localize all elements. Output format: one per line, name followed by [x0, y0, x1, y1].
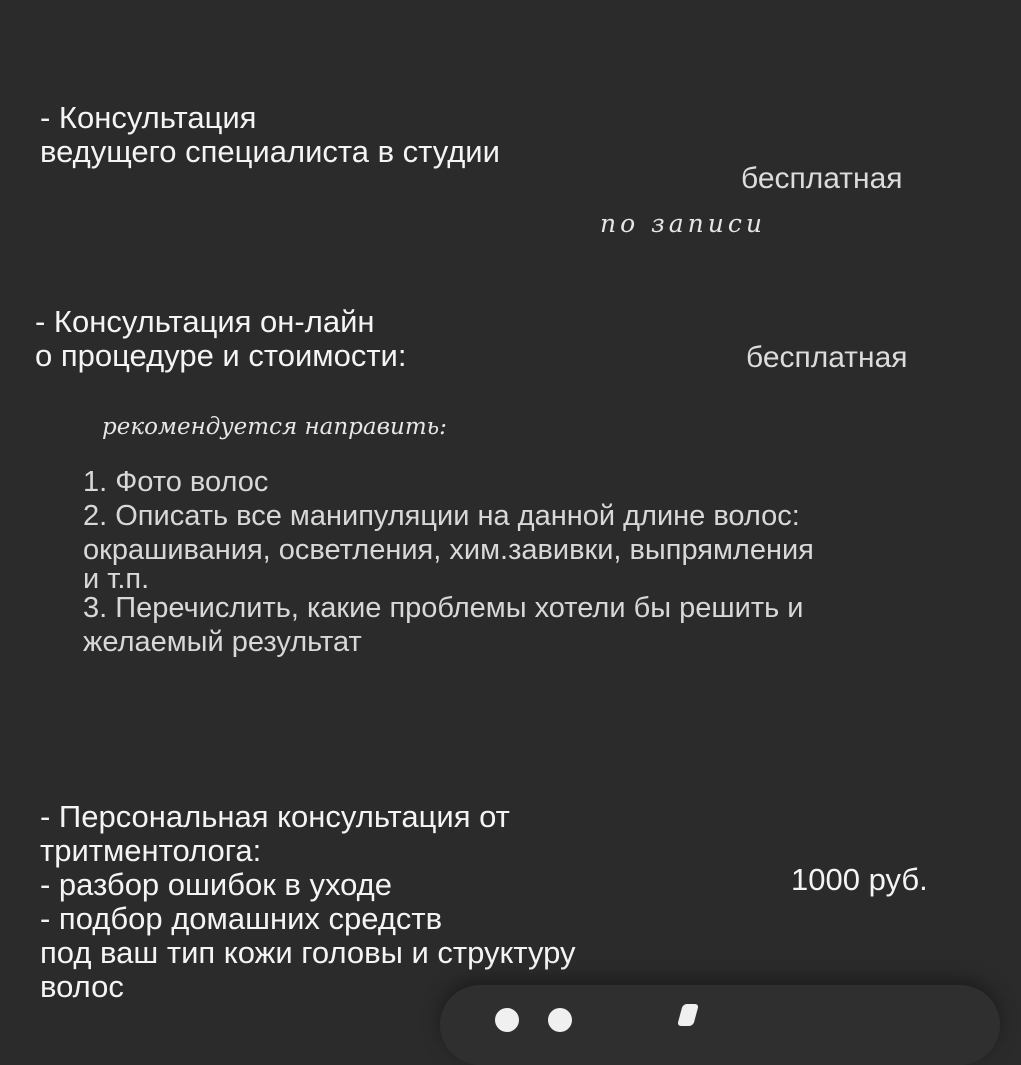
- service-1-title-line: ведущего специалиста в студии: [40, 134, 500, 169]
- list-item: 3. Перечислить, какие проблемы хотели бы решить и: [83, 592, 804, 624]
- list-item: 2. Описать все манипуляции на данной длине волос:: [83, 500, 800, 532]
- overlay-glyph: [495, 1008, 519, 1032]
- service-3-title-line: волос: [40, 969, 124, 1004]
- service-1-note: по записи: [600, 209, 766, 238]
- list-item: и т.п.: [83, 563, 150, 595]
- service-2-note: рекомендуется направить:: [102, 414, 447, 440]
- service-3-title-line: - Персональная консультация от: [40, 799, 510, 834]
- service-1-price: бесплатная: [741, 162, 903, 195]
- overlay-glyph: [548, 1008, 572, 1032]
- service-2-title-line: о процедуре и стоимости:: [35, 338, 407, 373]
- service-3-title-line: - разбор ошибок в уходе: [40, 867, 393, 902]
- service-3-title-line: под ваш тип кожи головы и структуру: [40, 935, 576, 970]
- service-2-requirements-list: [83, 465, 814, 659]
- service-3-title: [40, 800, 576, 1004]
- service-2-title: [35, 305, 406, 373]
- list-item: окрашивания, осветления, хим.завивки, выпрямления: [83, 534, 814, 566]
- list-item: желаемый результат: [83, 626, 362, 658]
- service-3-title-line: тритментолога:: [40, 833, 262, 868]
- service-3-price: 1000 руб.: [791, 862, 928, 897]
- list-item: 1. Фото волос: [83, 466, 269, 498]
- service-2-title-line: - Консультация он-лайн: [35, 304, 375, 339]
- service-1-title-line: - Консультация: [40, 100, 257, 135]
- service-3-title-line: - подбор домашних средств: [40, 901, 443, 936]
- service-1-title: [40, 101, 500, 169]
- bottom-overlay: [440, 985, 1000, 1065]
- service-2-price: бесплатная: [746, 341, 908, 374]
